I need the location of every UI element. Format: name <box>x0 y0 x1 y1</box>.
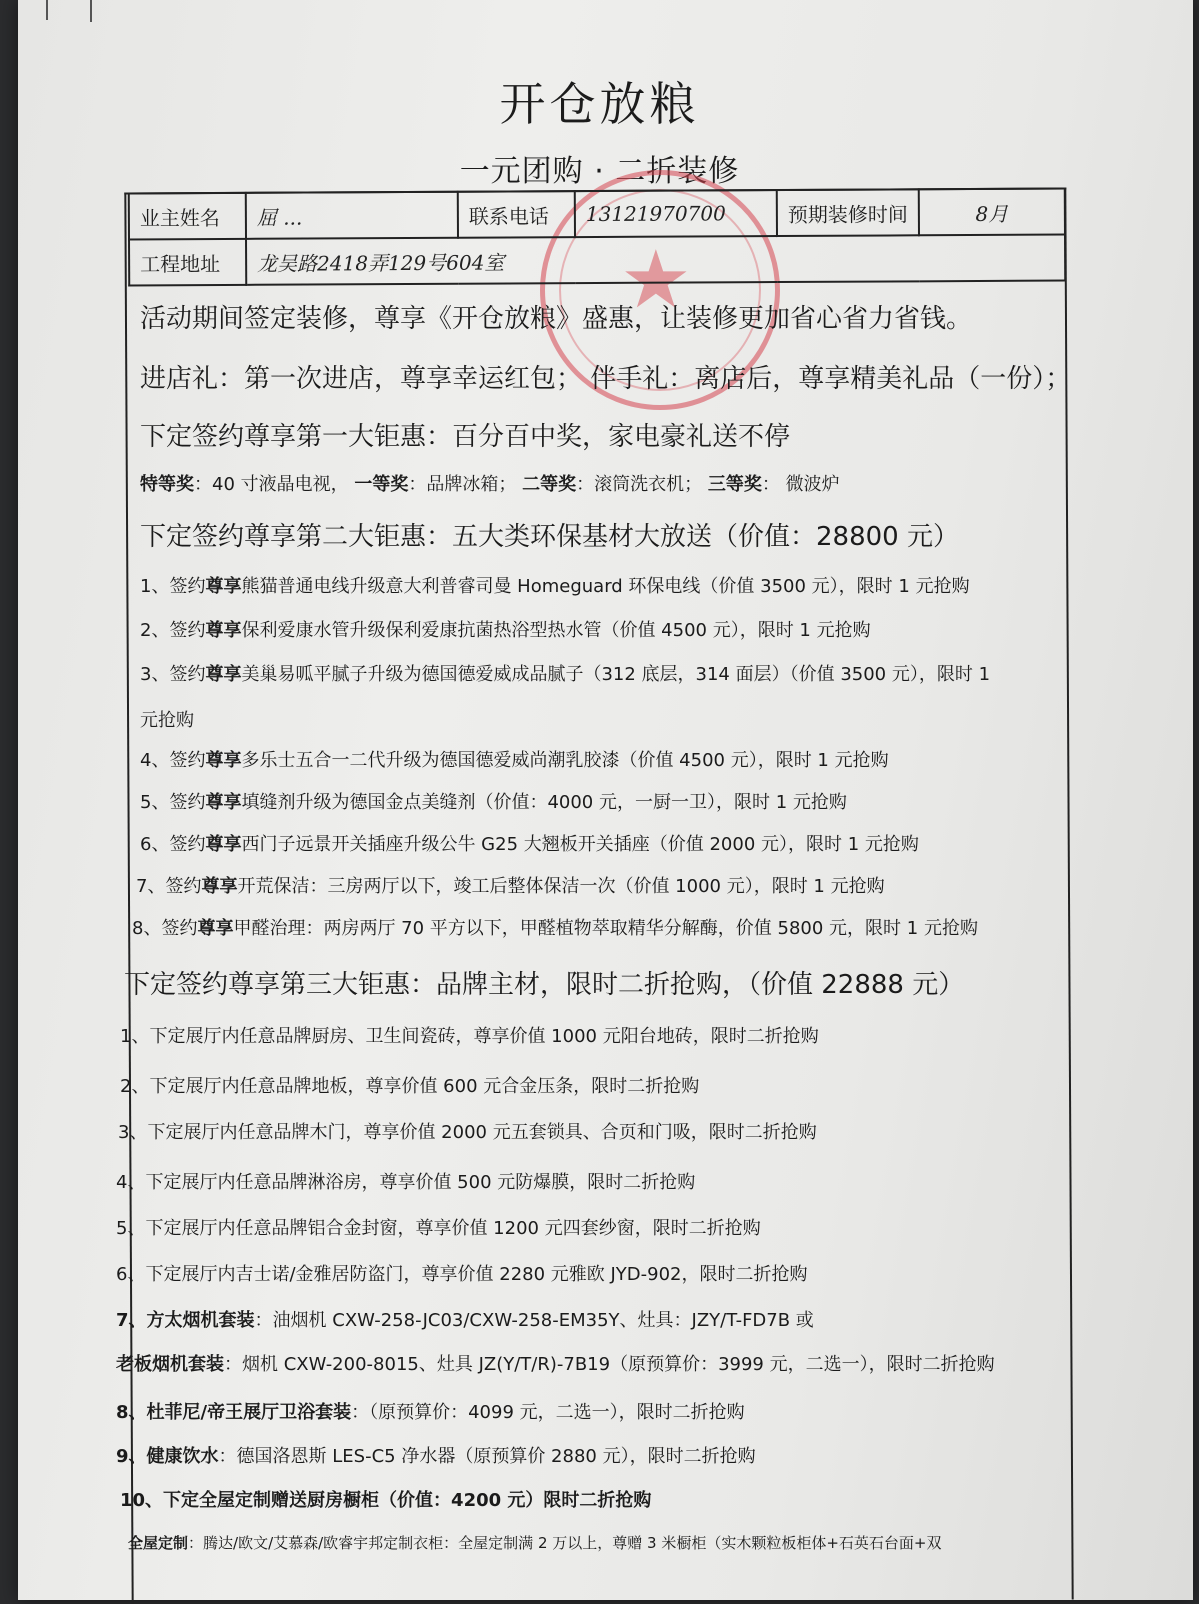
item-text: 4、下定展厅内任意品牌淋浴房，尊享价值 500 元防爆膜，限时二折抢购 <box>116 1172 696 1193</box>
item-text: 元抢购 <box>140 710 194 731</box>
section3-item <box>120 1022 819 1048</box>
item-text: 2、下定展厅内任意品牌地板，尊享价值 600 元合金压条，限时二折抢购 <box>120 1076 700 1097</box>
item-number: 5、签约 <box>140 792 206 813</box>
item-text: 西门子远景开关插座升级公牛 G25 大翘板开关插座（价值 2000 元），限时 1 元抢购 <box>241 834 919 855</box>
item-text: 1、下定展厅内任意品牌厨房、卫生间瓷砖，尊享价值 1000 元阳台地砖，限时二折抢购 <box>120 1026 819 1047</box>
item-text: ：烟机 CXW-200-8015、灶具 JZ(Y/T/R)-7B19（原预算价：3999 元，二选一），限时二折抢购 <box>224 1354 995 1375</box>
section2-item <box>140 788 847 814</box>
owner-name-label: 业主姓名 <box>129 193 246 240</box>
item-bold: 全屋定制 <box>128 1534 189 1552</box>
prize-label: 一等奖 <box>354 474 409 495</box>
item-number: 8、签约 <box>132 918 198 939</box>
section3-item <box>116 1398 745 1424</box>
item-text: ：（原预算价：4099 元，二选一），限时二折抢购 <box>351 1402 745 1423</box>
item-bold: 10、下定全屋定制赠送厨房橱柜（价值：4200 元）限时二折抢购 <box>120 1490 652 1511</box>
prize-text: ： 微波炉 <box>761 474 840 495</box>
item-number: 4、签约 <box>140 750 206 771</box>
prize-text: ：滚筒洗衣机； <box>576 474 703 495</box>
item-bold: 9、健康饮水 <box>116 1446 219 1467</box>
item-bold: 尊享 <box>205 576 242 597</box>
section3-item <box>120 1486 651 1512</box>
item-text: ：腾达/欧文/艾慕森/欧睿宇邦定制衣柜：全屋定制满 2 万以上，尊赠 3 米橱柜（实木颗粒板柜体+石英石台面+双 <box>188 1534 942 1552</box>
section3-item <box>118 1118 817 1144</box>
item-text: 3、下定展厅内任意品牌木门，尊享价值 2000 元五套锁具、合页和门吸，限时二折抢购 <box>118 1122 817 1143</box>
item-bold: 老板烟机套装 <box>116 1354 224 1375</box>
item-number: 7、签约 <box>136 876 202 897</box>
customer-info-table <box>128 188 1066 287</box>
section3-item <box>128 1532 941 1553</box>
owner-name-value: 屈 ... <box>246 192 458 239</box>
phone-value: 13121970700 <box>575 190 777 237</box>
item-bold: 尊享 <box>205 750 242 771</box>
item-text: 美巢易呱平腻子升级为德国德爱威成品腻子（312 底层，314 面层）（价值 3500 元），限时 1 <box>241 664 991 685</box>
item-number: 1、签约 <box>140 576 206 597</box>
item-number: 3、签约 <box>140 664 206 685</box>
section2-item <box>140 830 919 856</box>
item-text: 熊猫普通电线升级意大利普睿司曼 Homeguard 环保电线（价值 3500 元），限时 1 元抢购 <box>241 576 970 597</box>
section2-item <box>140 746 889 772</box>
item-bold: 尊享 <box>205 792 242 813</box>
section3-heading: 下定签约尊享第三大钜惠：品牌主材，限时二折抢购，（价值 22888 元） <box>124 970 965 1000</box>
expected-time-value: 8月 <box>919 189 1065 236</box>
section3-item <box>116 1306 814 1332</box>
section3-item <box>116 1214 761 1240</box>
address-label: 工程地址 <box>129 239 246 286</box>
document-title: 开仓放粮 <box>499 77 700 131</box>
item-text: 5、下定展厅内任意品牌铝合金封窗，尊享价值 1200 元四套纱窗，限时二折抢购 <box>116 1218 761 1239</box>
section2-heading: 下定签约尊享第二大钜惠：五大类环保基材大放送（价值：28800 元） <box>140 522 959 552</box>
prize-label: 二等奖 <box>522 474 577 495</box>
prize-label: 三等奖 <box>707 474 762 495</box>
item-bold: 尊享 <box>205 664 242 685</box>
section2-item <box>132 914 978 940</box>
item-bold: 7、方太烟机套装 <box>116 1310 255 1331</box>
item-text: 甲醛治理：两房两厅 70 平方以下，甲醛植物萃取精华分解酶，价值 5800 元，限时 1 元抢购 <box>233 918 978 939</box>
phone-label: 联系电话 <box>458 191 575 238</box>
item-text: ：德国洛恩斯 LES-C5 净水器（原预算价 2880 元），限时二折抢购 <box>218 1446 756 1467</box>
section2-item <box>140 616 871 642</box>
gift-text: 进店礼：第一次进店，尊享幸运红包； 伴手礼：离店后，尊享精美礼品（一份）； <box>140 364 1072 394</box>
item-bold: 尊享 <box>201 876 238 897</box>
item-text: 保利爱康水管升级保利爱康抗菌热浴型热水管（价值 4500 元），限时 1 元抢购 <box>241 620 871 641</box>
section2-item <box>140 660 990 686</box>
item-text: 6、下定展厅内吉士诺/金雅居防盗门，尊享价值 2280 元雅欧 JYD-902，限时二折抢购 <box>116 1264 808 1285</box>
intro-text: 活动期间签定装修，尊享《开仓放粮》盛惠，让装修更加省心省力省钱。 <box>140 304 973 334</box>
company-seal-stamp: ★ <box>540 170 780 410</box>
expected-time-label: 预期装修时间 <box>777 189 919 236</box>
section3-item <box>116 1350 995 1376</box>
document-subtitle: 一元团购 · 二折装修 <box>459 154 740 189</box>
item-text: 开荒保洁：三房两厅以下，竣工后整体保洁一次（价值 1000 元），限时 1 元抢购 <box>237 876 885 897</box>
item-text: 多乐士五合一二代升级为德国德爱威尚潮乳胶漆（价值 4500 元），限时 1 元抢购 <box>241 750 889 771</box>
section3-item <box>116 1168 695 1194</box>
section2-item <box>140 572 970 598</box>
section1-heading: 下定签约尊享第一大钜惠：百分百中奖，家电豪礼送不停 <box>140 422 791 452</box>
section2-item <box>136 872 885 898</box>
item-bold: 尊享 <box>197 918 234 939</box>
prize-text: ：40 寸液晶电视， <box>194 474 349 495</box>
section3-item <box>116 1260 808 1286</box>
item-bold: 尊享 <box>205 834 242 855</box>
item-number: 2、签约 <box>140 620 206 641</box>
prize-text: ：品牌冰箱； <box>408 474 517 495</box>
section3-item <box>120 1072 699 1098</box>
section2-item <box>140 706 194 732</box>
item-bold: 尊享 <box>205 620 242 641</box>
item-text: ：油烟机 CXW-258-JC03/CXW-258-EM35Y、灶具：JZY/T-FD7B 或 <box>254 1310 814 1331</box>
address-value: 龙吴路2418弄129号604室 <box>246 235 1065 285</box>
prize-list <box>140 470 840 496</box>
item-text: 填缝剂升级为德国金点美缝剂（价值：4000 元，一厨一卫），限时 1 元抢购 <box>241 792 847 813</box>
section3-item <box>116 1442 756 1468</box>
prize-label: 特等奖 <box>140 474 194 495</box>
item-bold: 8、杜菲尼/帝王展厅卫浴套装 <box>116 1402 352 1423</box>
item-number: 6、签约 <box>140 834 206 855</box>
